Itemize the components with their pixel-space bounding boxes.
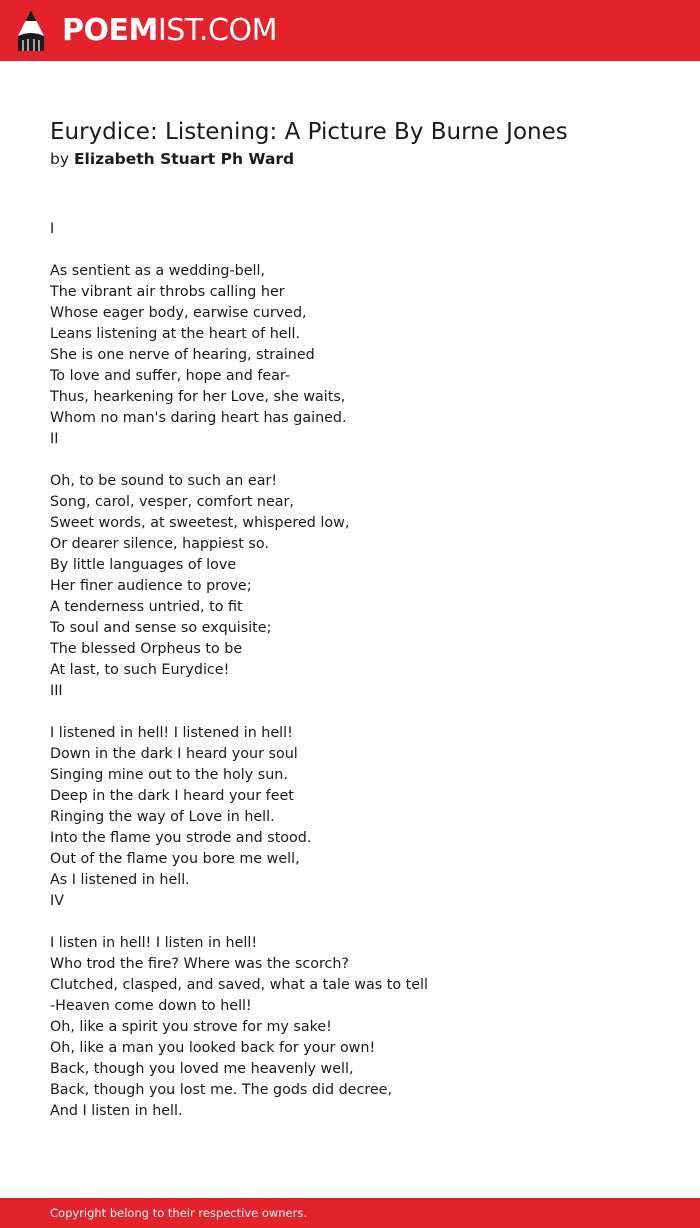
poem-line: Oh, to be sound to such an ear! [50, 473, 278, 489]
poem-line: As sentient as a wedding-bell, [50, 263, 265, 279]
poem-line: To love and suffer, hope and fear- [50, 368, 291, 384]
poem-line: At last, to such Eurydice! [50, 662, 230, 678]
brand-bold: POEM [62, 13, 158, 48]
byline [50, 148, 294, 170]
poem-line: As I listened in hell. [50, 872, 190, 888]
poem-line: Out of the flame you bore me well, [50, 851, 300, 867]
poem-line: Clutched, clasped, and saved, what a tale was to tell [50, 977, 428, 993]
poem-line: I listened in hell! I listened in hell! [50, 725, 293, 741]
poem-line [50, 912, 650, 933]
poem-line: Singing mine out to the holy sun. [50, 767, 288, 783]
poem-line: The vibrant air throbs calling her [50, 284, 285, 300]
poem-body [50, 219, 650, 1122]
poem-line: Whom no man's daring heart has gained. [50, 410, 347, 426]
by-label: by [50, 150, 70, 168]
poem-line: The blessed Orpheus to be [50, 641, 243, 657]
pencil-tip-icon[interactable] [17, 9, 45, 52]
poem-line: By little languages of love [50, 557, 237, 573]
poem-line: A tenderness untried, to fit [50, 599, 243, 615]
poem-line: Into the flame you strode and stood. [50, 830, 312, 846]
poem-line [50, 450, 650, 471]
site-logo-text[interactable] [62, 11, 277, 51]
poem-line: Oh, like a spirit you strove for my sake! [50, 1019, 332, 1035]
poem-line: Ringing the way of Love in hell. [50, 809, 275, 825]
poem-line: Oh, like a man you looked back for your own! [50, 1040, 376, 1056]
poem-line: Leans listening at the heart of hell. [50, 326, 301, 342]
poem-line: Who trod the fire? Where was the scorch? [50, 956, 350, 972]
poem-line: Whose eager body, earwise curved, [50, 305, 307, 321]
poem-line: Deep in the dark I heard your feet [50, 788, 294, 804]
brand-light: IST.COM [157, 13, 277, 48]
poem-line: -Heaven come down to hell! [50, 998, 252, 1014]
poem-line [50, 240, 650, 261]
poem-line: I [50, 221, 55, 237]
poem-line: Back, though you loved me heavenly well, [50, 1061, 354, 1077]
poem-line: IV [50, 893, 64, 909]
site-footer [0, 1198, 700, 1228]
poem-line: To soul and sense so exquisite; [50, 620, 272, 636]
copyright-text: Copyright belong to their respective owners. [50, 1206, 308, 1220]
poem-line: Song, carol, vesper, comfort near, [50, 494, 294, 510]
poem-line: Or dearer silence, happiest so. [50, 536, 269, 552]
poem-line: And I listen in hell. [50, 1103, 183, 1119]
poem-line: I listen in hell! I listen in hell! [50, 935, 258, 951]
poem-title: Eurydice: Listening: A Picture By Burne Jones [50, 119, 568, 145]
author-name[interactable]: Elizabeth Stuart Ph Ward [73, 150, 295, 168]
poem-line: She is one nerve of hearing, strained [50, 347, 315, 363]
poem-line: II [50, 431, 59, 447]
site-header [0, 0, 700, 61]
poem-line: III [50, 683, 63, 699]
poem-line [50, 702, 650, 723]
poem-line: Sweet words, at sweetest, whispered low, [50, 515, 350, 531]
poem-line: Back, though you lost me. The gods did decree, [50, 1082, 393, 1098]
poem-line: Her finer audience to prove; [50, 578, 252, 594]
poem-line: Thus, hearkening for her Love, she waits, [50, 389, 346, 405]
poem-line: Down in the dark I heard your soul [50, 746, 298, 762]
